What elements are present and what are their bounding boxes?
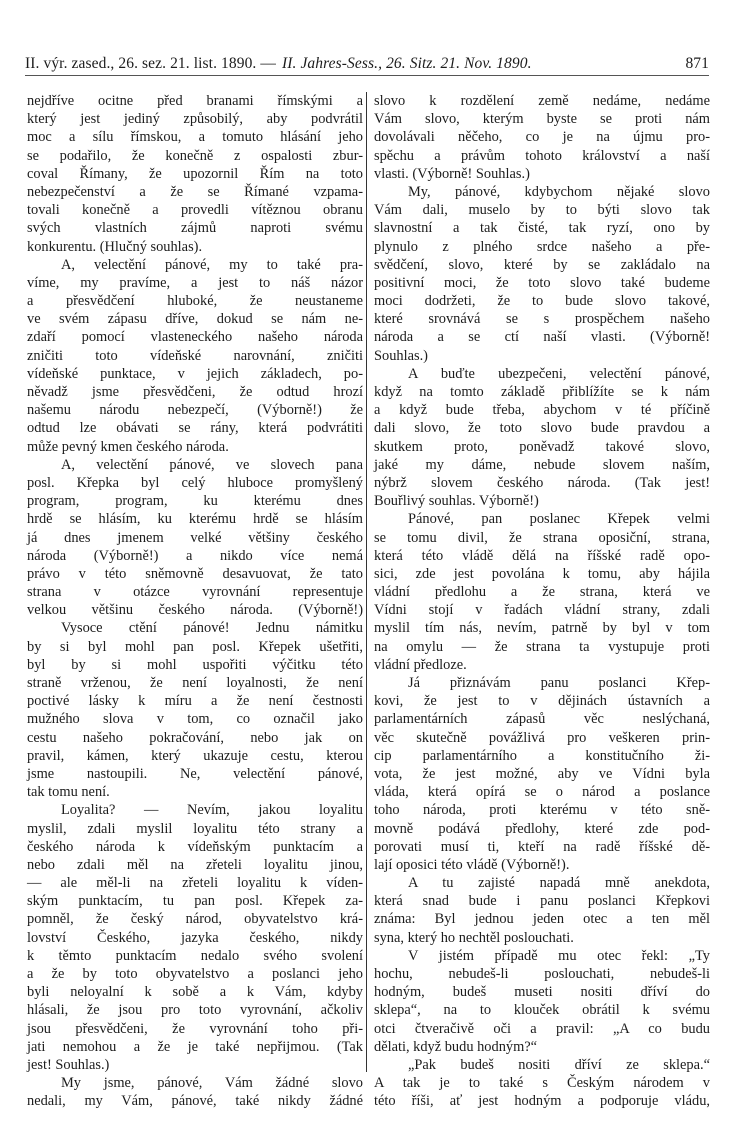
text-line: na omylu — že strana ta vystupuje proti: [374, 638, 710, 655]
text-line: A tu zajisté napadá mně anekdota,: [408, 875, 710, 892]
text-line: a když bude třeba, abychom v té příčině: [374, 402, 710, 419]
text-line: nýbrž slovem českého národa. (Tak jest!: [374, 474, 710, 491]
text-line: Loyalita? — Nevím, jakou loyalitu: [61, 802, 363, 819]
text-line: byli neloyalní k sobě a k Vám, kdyby: [27, 984, 363, 1001]
text-line: vlasti. (Výborně! Souhlas.): [374, 165, 530, 182]
text-line: pomněl, že český národ, obyvatelstvo krá-: [27, 911, 363, 928]
text-line: slovo k rozdělení země nedáme, nedáme: [374, 93, 710, 109]
text-line: k těmto punktacím nedalo svého svolení: [27, 947, 363, 964]
text-line: který jest jediný způsobilý, aby podvrátil: [27, 111, 363, 128]
text-line: zničiti toto vídeňské narovnání, zničiti: [27, 347, 363, 364]
text-line: cestu našeho pokračování, nebo jak on: [27, 729, 363, 746]
text-line: hrdě se hlásím, ku kterému hrdě se hlásím: [27, 511, 363, 528]
text-line: která této vládě dělá na říšské radě opo-: [374, 547, 710, 564]
text-line: národa (Výborně!) a nikdo více nemá: [27, 547, 363, 564]
text-line: známa: Byl jednou jeden otec a ten měl: [374, 911, 710, 928]
text-line: vládní předlohu a že strana, která ve: [374, 584, 710, 601]
text-line: byl by si mohl uspořiti výčitku této: [27, 656, 363, 673]
text-line: ským punktacím, tu pan posl. Křepek za-: [27, 893, 363, 910]
text-line: já dnes jmenem velké většiny českého: [27, 529, 363, 546]
text-line: této říši, ať jest hodným a podporuje vládu,: [374, 1093, 710, 1110]
text-line: svých vlastních zájmů naproti svému: [27, 220, 363, 237]
text-line: nebo zdali měl na zřeteli loyalitu jinou,: [27, 856, 363, 873]
text-line: kovi, že jest to v dějinách ústavních a: [374, 693, 710, 710]
text-line: strana v otázce vyrovnání representuje: [27, 584, 363, 601]
text-line: sici, zde jest povolána k tomu, aby hájila: [374, 565, 710, 582]
text-line: vláda, která opírá se o národ a poslance: [374, 784, 710, 801]
text-line: víme, my pravíme, a jest to náš názor: [27, 274, 363, 291]
text-line: zdaří pomocí vlasteneckého našeho národa: [27, 329, 363, 346]
text-line: coval Římany, že upozornil Řím na toto: [27, 165, 363, 182]
text-line: moc a sílu římskou, a tomuto hlásání jeho: [27, 129, 363, 146]
text-line: „Pak budeš nositi dříví ze sklepa.“: [408, 1056, 710, 1073]
text-line: cip parlamentárního a konstitučního ži-: [374, 747, 710, 764]
text-line: slavnostní a tak čisté, tak ryzí, ono by: [374, 220, 710, 237]
text-line: jsme nastoupili. Ne, velectění pánové,: [27, 765, 363, 782]
text-line: Já přiznávám panu poslanci Křep-: [408, 675, 710, 691]
text-line: Pánové, pan poslanec Křepek velmi: [408, 511, 710, 528]
text-line: nebezpečenství a že se Římané vzpama-: [27, 183, 363, 200]
text-line: Vám slovo, kterým byste se proti nám: [374, 111, 710, 128]
text-line: myslil, zdali myslil loyalitu této strany a: [27, 820, 363, 837]
text-line: mužného slova v tom, co označil jako: [27, 711, 363, 728]
running-header: [25, 49, 709, 76]
text-line: velkou většinu českého národa. (Výborně!): [27, 602, 363, 619]
text-line: něvadž jsme přesvědčeni, že odtud hrozí: [27, 384, 363, 400]
text-line: když na tomto základě přiblížíte se k nám: [374, 384, 710, 400]
text-line: právo v této sněmovně desavuovat, že tato: [27, 565, 363, 582]
text-line: národa a se ctí naší vlasti. (Výborně!: [374, 329, 710, 346]
text-line: hochu, nebudeš-li poslouchati, nebudeš-li: [374, 966, 710, 982]
text-line: A buďte ubezpečeni, velectění pánové,: [408, 365, 710, 382]
text-line: hodným, budeš museti nositi dříví do: [374, 984, 710, 1001]
text-line: posl. Křepka byl celý hluboce promyšlený: [27, 474, 363, 491]
text-line: program, program, ku kterému dnes: [27, 493, 363, 510]
text-line: lovství Českého, jazyka českého, nikdy: [27, 929, 363, 946]
text-line: skutkem proto, poněvadž takové slovo,: [374, 438, 710, 455]
text-line: vládní předloze.: [374, 656, 467, 673]
text-line: poctivé lásky k míru a že není čestnosti: [27, 693, 363, 710]
text-line: jest! Souhlas.): [27, 1056, 110, 1073]
text-line: by si byl mohl pan posl. Křepek ušetřiti,: [27, 638, 363, 655]
left-text-column: [27, 92, 363, 1111]
text-line: nejdříve ocitne před branami římskými a: [27, 93, 363, 109]
text-line: jaké my dáme, nebude slovem naším,: [374, 456, 710, 473]
text-line: hlásali, že jsou pro toto vyrovnání, ačkoliv: [27, 1002, 363, 1019]
text-line: pravil, kámen, který ukazuje cestu, kterou: [27, 747, 363, 764]
text-line: V jistém případě mu otec řekl: „Ty: [408, 947, 710, 964]
text-line: vídeňské punktace, v jejich základech, po-: [27, 365, 363, 382]
text-line: se podařilo, že konečně z ospalosti zbur-: [27, 147, 363, 164]
text-line: jsou přesvědčeni, že vyrovnání toho při-: [27, 1020, 363, 1037]
text-line: sklepa“, na to klouček obrátil k svému: [374, 1002, 710, 1019]
page-number: 871: [685, 55, 709, 72]
text-line: otci čtveračivě oči a pravil: „A co budu: [374, 1020, 710, 1037]
text-line: dali slovo, že toto slovo bude pravdou a: [374, 420, 710, 437]
text-line: konkurentu. (Hlučný souhlas).: [27, 238, 203, 255]
text-line: nedali, my Vám, pánové, také nikdy žádné: [27, 1093, 363, 1110]
text-line: českého národa k vídeňským punktacím a: [27, 838, 363, 855]
text-line: syna, který ho nechtěl poslouchati.: [374, 929, 574, 946]
text-line: My jsme, pánové, Vám žádné slovo: [61, 1075, 363, 1092]
text-line: tovali konečně a provedli vítěznou obranu: [27, 202, 363, 219]
text-line: jati nemohou a že je také nepřijmou. (Tak: [27, 1038, 363, 1055]
text-line: toho národa, proti kterému v této sně-: [374, 802, 710, 819]
text-line: se tomu divil, že strana oposiční, strana,: [374, 529, 710, 546]
text-line: věc skutečně povážlivá pro veškeren prin-: [374, 729, 710, 746]
text-line: plynulo z plného srdce našeho a pře-: [374, 238, 710, 255]
text-line: porovati musí ti, kteří na radě říšské dě-: [374, 838, 710, 855]
text-line: A, velectění pánové, ve slovech pana: [61, 456, 363, 473]
text-line: svědčení, slovo, které by se zakládalo na: [374, 256, 710, 273]
text-line: My, pánové, kdybychom nějaké slovo: [408, 183, 710, 200]
right-text-column: [374, 92, 710, 1111]
text-line: movně podává předlohy, které zde pod-: [374, 820, 710, 837]
text-line: A tak je to také s Českým národem v: [374, 1075, 710, 1092]
text-line: Bouřlivý souhlas. Výborně!): [374, 493, 539, 510]
header-czech: II. výr. zased., 26. sez. 21. list. 1890. —: [25, 55, 276, 72]
text-line: dělati, když budu hodným?“: [374, 1038, 538, 1055]
text-line: tak tomu není.: [27, 784, 110, 801]
text-line: lají oposici této vládě (Výborně!).: [374, 856, 570, 873]
text-line: vota, že jest možné, aby ve Vídni byla: [374, 765, 710, 782]
column-divider: [366, 92, 367, 1072]
text-line: ve svém zápasu dříve, dokud se nám ne-: [27, 311, 363, 328]
text-line: našemu národu nebezpečí, (Výborně!) že: [27, 402, 363, 419]
text-line: myslil tím nás, nevím, patrně by byl v tom: [374, 620, 710, 637]
text-line: odtud lze obávati se rány, která podvrátiti: [27, 420, 363, 437]
text-line: positivní moci, že toto slovo také budeme: [374, 274, 710, 291]
text-line: spěchu a právům tohoto království a naší: [374, 147, 710, 164]
text-line: může pevný kmen českého národa.: [27, 438, 229, 455]
text-line: — ale měl-li na zřeteli loyalitu k víden-: [27, 875, 363, 892]
text-line: straně vrženou, že není loyalnosti, že není: [27, 675, 363, 691]
text-line: a že by toto obyvatelstvo a poslanci jeho: [27, 966, 363, 982]
text-line: A, velectění pánové, my to také pra-: [61, 256, 363, 273]
text-line: moci dodržeti, že to bude slovo takové,: [374, 293, 710, 310]
text-line: dovolávali něčeho, co je na újmu pro-: [374, 129, 710, 146]
text-line: která snad bude i panu poslanci Křepkovi: [374, 893, 710, 910]
text-line: a přesvědčení hluboké, že neustaneme: [27, 293, 363, 310]
text-line: Souhlas.): [374, 347, 428, 364]
text-line: Vám dali, muselo by to býti slovo tak: [374, 202, 710, 219]
text-line: parlamentárních zápasů věc neslýchaná,: [374, 711, 710, 728]
text-line: které srovnává se s prospěchem našeho: [374, 311, 710, 328]
header-german: II. Jahres-Sess., 26. Sitz. 21. Nov. 1890.: [281, 55, 532, 72]
text-line: Vysoce ctění pánové! Jednu námitku: [61, 620, 363, 637]
text-line: Vídni stojí v řadách vládní strany, zdali: [374, 602, 710, 619]
